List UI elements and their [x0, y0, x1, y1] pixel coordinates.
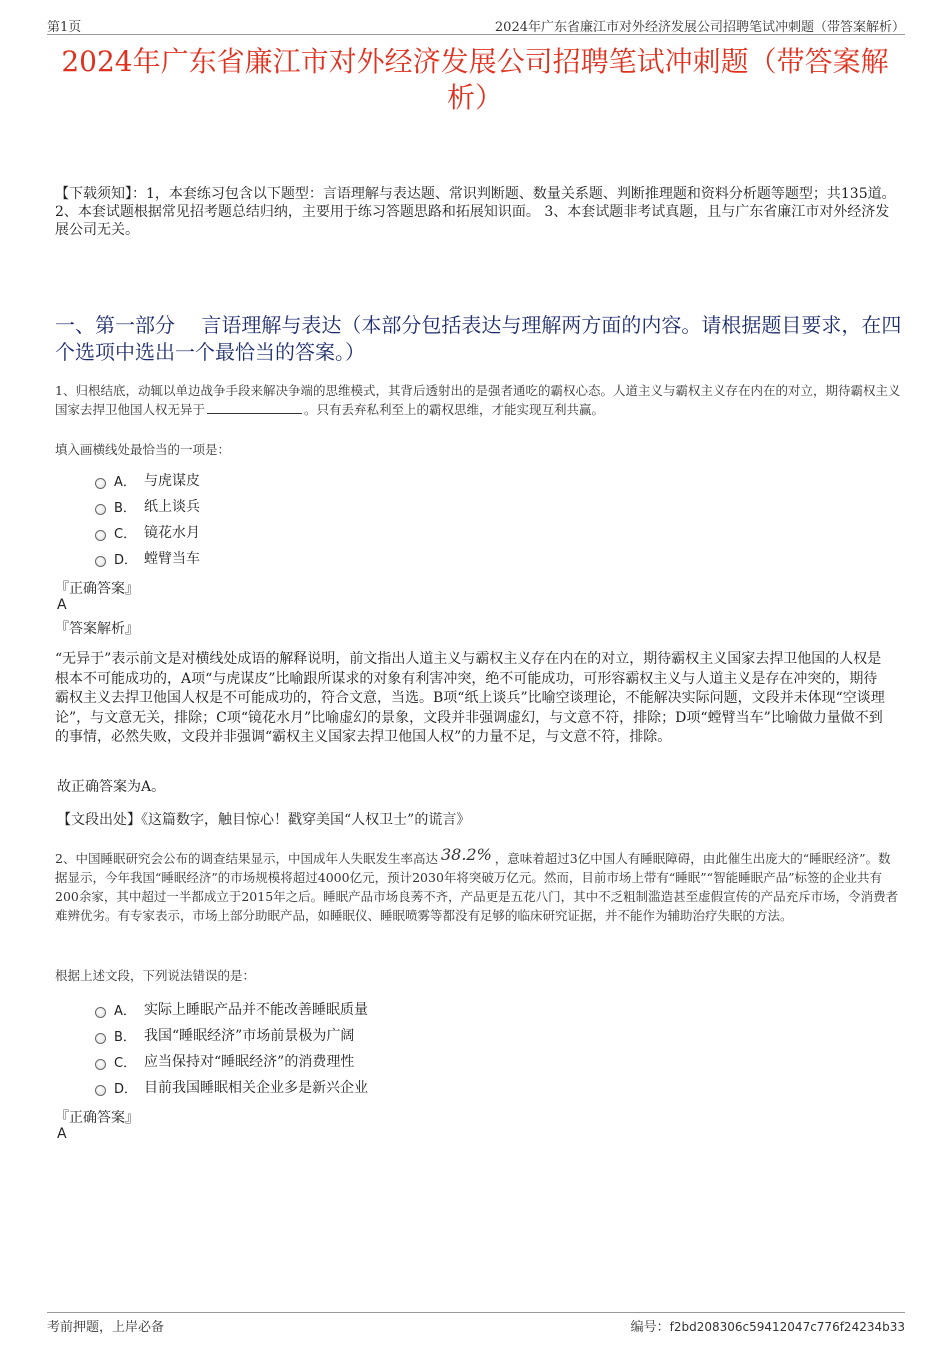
option-a[interactable] [95, 996, 368, 1022]
code-label: 编号： [630, 1320, 670, 1335]
option-letter: C． [114, 526, 137, 542]
question-2-stem: 2、中国睡眠研究会公布的调查结果显示，中国成年人失眠发生率高达 [55, 851, 438, 866]
option-letter: A． [114, 1003, 136, 1019]
page-header [47, 14, 905, 35]
radio-icon[interactable] [95, 1033, 106, 1044]
option-d[interactable] [95, 545, 200, 571]
question-1-stem-tail: 。只有丢弃私利至上的霸权思维，才能实现互利共赢。 [304, 402, 605, 417]
page-number: 第1页 [47, 20, 82, 35]
option-text: 目前我国睡眠相关企业多是新兴企业 [144, 1080, 368, 1096]
question-2-stem-tail: ，意味着超过3亿中国人有睡眠障碍，由此催生出庞大的“睡眠经济”。数据显示，今年我国“睡眠经济”的市场规模将超过4000亿元，预计2030年将突破万亿元。然而，目前市场上带有“睡眠”“智能睡眠产品”标签的企业共有200余家，其中超过一半都成立于2015年之后。睡眠产品市场良莠不齐，产品更是五花八门，其中不乏粗制滥造甚至虚假宣传的产品充斥市场，令消费者难辨优劣。有专家表示，市场上部分助眠产品，如睡眠仪、睡眠喷雾等都没有足够的临床研究证据，并不能作为辅助治疗失眠的方法。 [55, 851, 899, 923]
option-text: 螳臂当车 [144, 551, 200, 567]
option-letter: D． [114, 552, 138, 568]
option-text: 纸上谈兵 [144, 499, 200, 515]
code-value: f2bd208306c59412047c776f24234b33 [669, 1320, 905, 1334]
question-2-prompt: 根据上述文段，下列说法错误的是： [55, 968, 256, 983]
footer-slogan: 考前押题，上岸必备 [47, 1320, 165, 1335]
header-doc-title: 2024年广东省廉江市对外经济发展公司招聘笔试冲刺题（带答案解析） [494, 20, 905, 35]
option-c[interactable] [95, 1048, 368, 1074]
radio-icon[interactable] [95, 504, 106, 515]
answer-value: A [57, 1126, 67, 1142]
answer-label: 『正确答案』 [55, 1110, 139, 1126]
question-1-text [55, 381, 902, 419]
answer-value: A [57, 597, 67, 613]
analysis-label: 『答案解析』 [55, 621, 139, 637]
radio-icon[interactable] [95, 530, 106, 541]
option-letter: C． [114, 1055, 137, 1071]
option-letter: B． [114, 500, 136, 516]
answer-conclusion: 故正确答案为A。 [57, 779, 166, 795]
download-notice: 【下载须知】：1，本套练习包含以下题型：言语理解与表达题、常识判断题、数量关系题、判断推理题和资料分析题等题型；共135道。 2、本套试题根据常见招考题总结归纳，主要用于练习答题思路和拓展知识面。 3、本套试题非考试真题，且与广东省廉江市对外经济发展公司无关。 [55, 186, 896, 238]
radio-icon[interactable] [95, 1085, 106, 1096]
question-2-options [95, 996, 368, 1100]
option-letter: A． [114, 474, 136, 490]
option-b[interactable] [95, 493, 200, 519]
radio-icon[interactable] [95, 478, 106, 489]
option-a[interactable] [95, 467, 200, 493]
question-1-stem: 1、归根结底，动辄以单边战争手段来解决争端的思维模式，其背后透射出的是强者通吃的霸权心态。人道主义与霸权主义存在内在的对立，期待霸权主义国家去捍卫他国人权无异于 [55, 383, 901, 417]
option-text: 实际上睡眠产品并不能改善睡眠质量 [144, 1002, 368, 1018]
document-code [631, 1316, 905, 1335]
passage-source: 【文段出处】《这篇数字，触目惊心！戳穿美国“人权卫士”的谎言》 [57, 812, 471, 828]
option-text: 与虎谋皮 [144, 473, 200, 489]
option-text: 应当保持对“睡眠经济”的消费理性 [144, 1054, 355, 1070]
option-c[interactable] [95, 519, 200, 545]
option-text: 镜花水月 [144, 525, 200, 541]
answer-label: 『正确答案』 [55, 581, 139, 597]
radio-icon[interactable] [95, 1059, 106, 1070]
page-footer [47, 1312, 905, 1335]
insomnia-rate: 38.2% [440, 845, 492, 864]
option-b[interactable] [95, 1022, 368, 1048]
option-text: 我国“睡眠经济”市场前景极为广阔 [144, 1028, 355, 1044]
answer-analysis: “无异于”表示前文是对横线处成语的解释说明，前文指出人道主义与霸权主义存在内在的对立，期待霸权主义国家去捍卫他国的人权是根本不可能成功的，A项“与虎谋皮”比喻跟所谋求的对象有利害冲突，绝不可能成功，可形容霸权主义与人道主义是存在冲突的，期待霸权主义去捍卫他国人权是不可能成功的，符合文意，当选。B项“纸上谈兵”比喻空谈理论，不能解决实际问题，文段并未体现“空谈理论”，与文意无关，排除；C项“镜花水月”比喻虚幻的景象，文段并非强调虚幻，与文意不符，排除；D项“螳臂当车”比喻做力量做不到的事情，必然失败，文段并非强调“霸权主义国家去捍卫他国人权”的力量不足，与文意不符，排除。 [55, 651, 885, 745]
question-1-prompt: 填入画横线处最恰当的一项是： [55, 442, 231, 457]
section-title: 一、第一部分 言语理解与表达（本部分包括表达与理解两方面的内容。请根据题目要求，在四个选项中选出一个最恰当的答案。） [55, 313, 902, 364]
option-letter: D． [114, 1081, 138, 1097]
question-1-options [95, 467, 200, 571]
option-letter: B． [114, 1029, 136, 1045]
radio-icon[interactable] [95, 1007, 106, 1018]
radio-icon[interactable] [95, 556, 106, 567]
question-2-text [55, 845, 902, 925]
option-d[interactable] [95, 1074, 368, 1100]
blank-line [207, 401, 302, 414]
document-title: 2024年广东省廉江市对外经济发展公司招聘笔试冲刺题（带答案解析） [61, 45, 889, 114]
